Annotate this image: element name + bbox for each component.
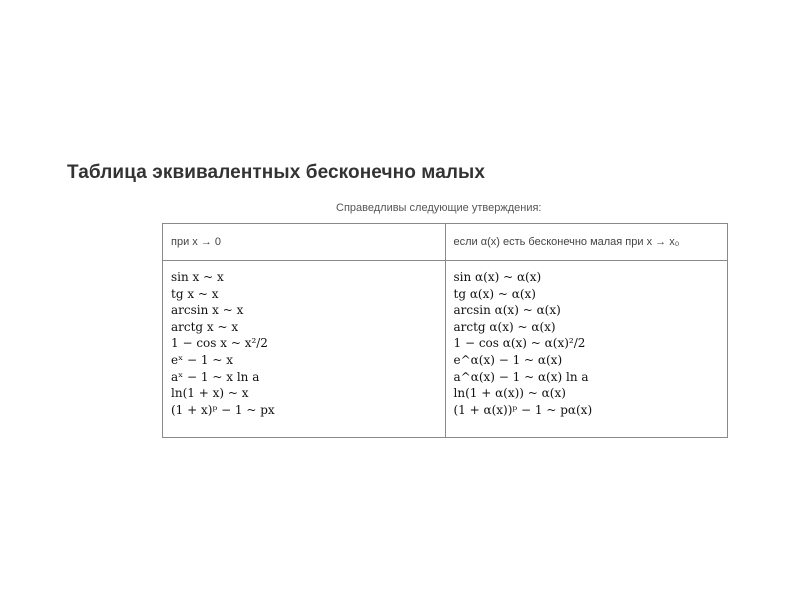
table-caption: Справедливы следующие утверждения: xyxy=(336,202,542,214)
formula-binomial: (1 + x)ᵖ − 1 ~ px xyxy=(171,402,275,417)
formula-power-a: aˣ − 1 ~ x ln a xyxy=(171,369,260,384)
header-x-to-zero: при x → 0 xyxy=(163,224,446,261)
formula-exp: eˣ − 1 ~ x xyxy=(171,352,233,367)
left-formula-list xyxy=(171,269,437,418)
page-title: Таблица эквивалентных бесконечно малых xyxy=(67,162,486,183)
formula-tg-alpha: tg α(x) ~ α(x) xyxy=(453,286,536,301)
formula-sin: sin x ~ x xyxy=(171,270,224,284)
right-formulas-cell xyxy=(445,261,728,438)
formula-one-minus-cos-alpha: 1 − cos α(x) ~ α(x)²/2 xyxy=(453,336,586,351)
formula-exp-alpha: e^α(x) − 1 ~ α(x) xyxy=(453,352,563,367)
table-header-row xyxy=(163,224,728,261)
table-row xyxy=(163,261,728,438)
formula-arcsin-alpha: arcsin α(x) ~ α(x) xyxy=(453,303,561,318)
equivalence-table xyxy=(162,223,728,438)
formula-ln-alpha: ln(1 + α(x)) ~ α(x) xyxy=(453,386,566,401)
formula-ln: ln(1 + x) ~ x xyxy=(171,386,249,401)
right-formula-list xyxy=(454,269,720,418)
formula-sin-alpha: sin α(x) ~ α(x) xyxy=(453,270,542,284)
formula-arctg: arctg x ~ x xyxy=(171,319,239,334)
formula-tg: tg x ~ x xyxy=(171,286,219,301)
formula-binomial-alpha: (1 + α(x))ᵖ − 1 ~ pα(x) xyxy=(453,402,593,417)
formula-arctg-alpha: arctg α(x) ~ α(x) xyxy=(453,319,556,334)
left-formulas-cell xyxy=(163,261,446,438)
formula-power-a-alpha: a^α(x) − 1 ~ α(x) ln a xyxy=(453,369,589,384)
header-alpha-infinitesimal: если α(x) есть бесконечно малая при x → x₀ xyxy=(445,224,728,261)
formula-arcsin: arcsin x ~ x xyxy=(171,303,244,318)
formula-one-minus-cos: 1 − cos x ~ x²/2 xyxy=(171,336,268,351)
